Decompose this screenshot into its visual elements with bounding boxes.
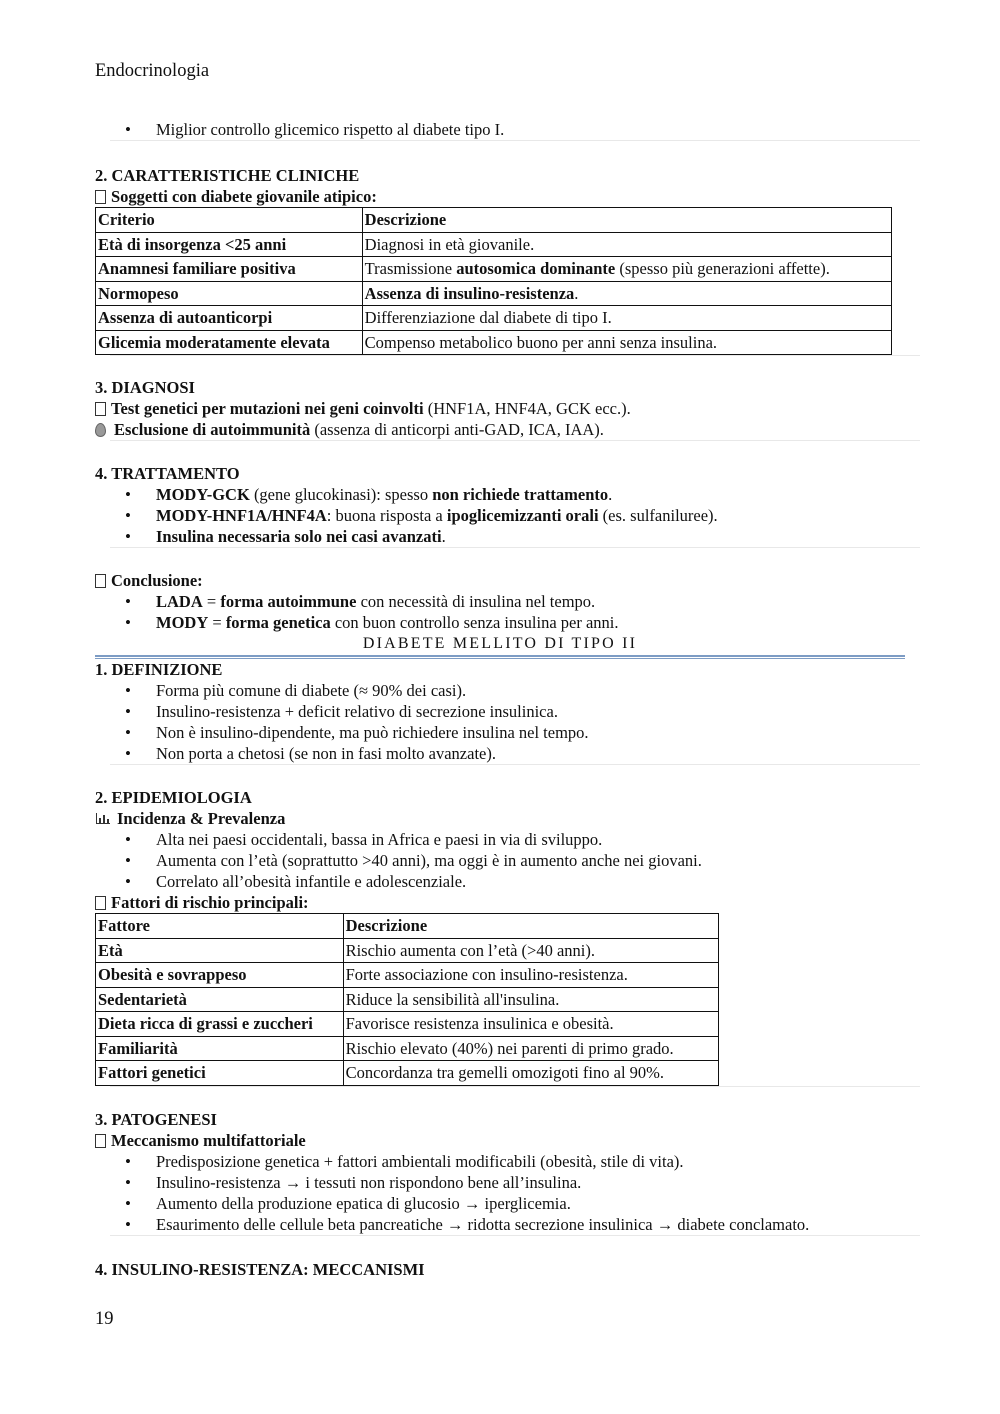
- list-item: • Non porta a chetosi (se non in fasi molto avanzate).: [95, 743, 925, 764]
- definition-list: [95, 680, 925, 764]
- description-cell: Concordanza tra gemelli omozigoti fino al 90%.: [343, 1061, 718, 1086]
- list-item: • Esaurimento delle cellule beta pancreatiche → ridotta secrezione insulinica → diabete conclamato.: [95, 1214, 925, 1235]
- running-header: Endocrinologia: [95, 61, 210, 81]
- description-cell: Riduce la sensibilità all'insulina.: [343, 987, 718, 1012]
- text-run: .: [608, 485, 613, 504]
- section-heading: 1. DEFINIZIONE: [95, 660, 223, 679]
- risk-factors-table: [95, 913, 719, 1086]
- list-item: • Correlato all’obesità infantile e adolescenziale.: [95, 871, 925, 892]
- bold-text: MODY-GCK: [156, 485, 250, 504]
- criterion-cell: Età di insorgenza <25 anni: [96, 232, 363, 257]
- text-run: : buona risposta a: [326, 506, 447, 525]
- table-row: [96, 1036, 719, 1061]
- pathogenesis-list: [95, 1151, 925, 1235]
- criterion-cell: Anamnesi familiare positiva: [96, 257, 363, 282]
- list-item: [95, 612, 925, 633]
- text-run: con necessità di insulina nel tempo.: [356, 592, 596, 611]
- conclusion-title: Conclusione:: [111, 571, 203, 590]
- list-item: • Aumento della produzione epatica di glucosio → iperglicemia.: [95, 1193, 925, 1214]
- table-row: [96, 232, 892, 257]
- table-row: [96, 987, 719, 1012]
- table-row: [96, 257, 892, 282]
- subheading-text: Incidenza & Prevalenza: [117, 809, 286, 828]
- table-row: [96, 1012, 719, 1037]
- text-run: (es. sulfaniluree).: [598, 506, 718, 525]
- factor-cell: Età: [96, 938, 344, 963]
- table-row: [96, 306, 892, 331]
- bold-text: Assenza di insulino-resistenza: [364, 283, 575, 303]
- column-header: Descrizione: [362, 208, 891, 233]
- bold-text: LADA: [156, 592, 203, 611]
- bold-text: non richiede trattamento: [432, 485, 609, 504]
- factor-cell: Sedentarietà: [96, 987, 344, 1012]
- bold-text: forma genetica: [225, 613, 331, 632]
- table-header-row: [96, 914, 719, 939]
- table-header-row: [96, 208, 892, 233]
- factor-cell: Dieta ricca di grassi e zuccheri: [96, 1012, 344, 1037]
- column-header: Criterio: [96, 208, 363, 233]
- diagnosis-text: (HNF1A, HNF4A, GCK ecc.).: [423, 399, 631, 418]
- text-run: Diagnosi in età giovanile.: [364, 234, 535, 254]
- section-heading: 2. CARATTERISTICHE CLINICHE: [95, 166, 360, 185]
- bold-text: forma autoimmune: [220, 592, 357, 611]
- subheading-text: Soggetti con diabete giovanile atipico:: [111, 187, 377, 206]
- list-item: • Aumenta con l’età (soprattutto >40 anni), ma oggi è in aumento anche nei giovani.: [95, 850, 925, 871]
- treatment-list: [95, 484, 925, 547]
- list-item: • Predisposizione genetica + fattori ambientali modificabili (obesità, stile di vita).: [95, 1151, 925, 1172]
- section-subheading: [95, 186, 925, 207]
- epidemiology-list: [95, 829, 925, 892]
- bold-text: MODY: [156, 613, 209, 632]
- missing-glyph-icon: [95, 190, 106, 204]
- list-item: • Forma più comune di diabete (≈ 90% dei casi).: [95, 680, 925, 701]
- text-run: (spesso più generazioni affette).: [615, 259, 830, 279]
- missing-glyph-icon: [95, 1134, 106, 1148]
- conclusion-list: [95, 591, 925, 633]
- page-content: [95, 119, 925, 1280]
- text-run: .: [441, 527, 446, 546]
- text-run: Trasmissione: [364, 259, 457, 279]
- list-item: [95, 505, 925, 526]
- list-item: • Alta nei paesi occidentali, bassa in Africa e paesi in via di sviluppo.: [95, 829, 925, 850]
- column-header: Fattore: [96, 914, 344, 939]
- conclusion-heading: [95, 570, 925, 591]
- text-run: .: [574, 283, 579, 303]
- text-run: con buon controllo senza insulina per anni.: [330, 613, 619, 632]
- risk-title: Fattori di rischio principali:: [111, 893, 309, 912]
- section-heading: 4. INSULINO-RESISTENZA: MECCANISMI: [95, 1259, 425, 1279]
- criterion-cell: Glicemia moderatamente elevata: [96, 330, 363, 355]
- intro-list: [95, 119, 925, 140]
- factor-cell: Familiarità: [96, 1036, 344, 1061]
- description-cell: Favorisce resistenza insulinica e obesità.: [343, 1012, 718, 1037]
- table-row: [96, 963, 719, 988]
- missing-glyph-icon: [95, 574, 106, 588]
- description-cell: Forte associazione con insulino-resistenza.: [343, 963, 718, 988]
- description-cell: [362, 306, 891, 331]
- missing-glyph-icon: [95, 896, 106, 910]
- subheading-text: Meccanismo multifattoriale: [111, 1130, 306, 1150]
- drop-icon: [95, 423, 106, 437]
- bold-text: autosomica dominante: [456, 259, 616, 279]
- bold-text: ipoglicemizzanti orali: [446, 506, 599, 525]
- table-row: [96, 938, 719, 963]
- section-heading: 4. TRATTAMENTO: [95, 464, 240, 483]
- column-header: Descrizione: [343, 914, 718, 939]
- clinical-features-table: [95, 207, 892, 355]
- chapter-title: DIABETE MELLITO DI TIPO II: [362, 635, 638, 652]
- list-item: [95, 526, 925, 547]
- missing-glyph-icon: [95, 402, 106, 416]
- description-cell: [362, 330, 891, 355]
- section-heading: 2. EPIDEMIOLOGIA: [95, 788, 252, 807]
- list-item: [95, 484, 925, 505]
- diagnosis-bold-text: Esclusione di autoimmunità: [114, 420, 311, 439]
- section-subheading: [95, 808, 925, 829]
- diagnosis-text: (assenza di anticorpi anti-GAD, ICA, IAA).: [310, 420, 604, 439]
- factor-cell: Obesità e sovrappeso: [96, 963, 344, 988]
- description-cell: [362, 281, 891, 306]
- table-body: [96, 938, 719, 1085]
- table-row: [96, 330, 892, 355]
- diagnosis-bold-text: Test genetici per mutazioni nei geni coinvolti: [111, 399, 424, 418]
- table-row: [96, 1061, 719, 1086]
- list-item: • Non è insulino-dipendente, ma può richiedere insulina nel tempo.: [95, 722, 925, 743]
- list-item: [95, 591, 925, 612]
- diagnosis-line: [95, 398, 925, 419]
- text-run: (gene glucokinasi): spesso: [249, 485, 433, 504]
- description-cell: Rischio aumenta con l’età (>40 anni).: [343, 938, 718, 963]
- text-run: Compenso metabolico buono per anni senza insulina.: [364, 332, 718, 352]
- list-item: • Insulino-resistenza + deficit relativo di secrezione insulinica.: [95, 701, 925, 722]
- bold-text: Insulina necessaria solo nei casi avanzati: [156, 527, 442, 546]
- list-item: • Insulino-resistenza → i tessuti non rispondono bene all’insulina.: [95, 1172, 925, 1193]
- list-item: • Miglior controllo glicemico rispetto al diabete tipo I.: [95, 119, 925, 140]
- factor-cell: Fattori genetici: [96, 1061, 344, 1086]
- section-subheading: [95, 1130, 925, 1151]
- text-run: Differenziazione dal diabete di tipo I.: [364, 308, 612, 328]
- table-row: [96, 281, 892, 306]
- description-cell: [362, 257, 891, 282]
- text-run: =: [202, 592, 221, 611]
- criterion-cell: Normopeso: [96, 281, 363, 306]
- table-body: [96, 232, 892, 355]
- page-number: 19: [95, 1309, 114, 1329]
- bold-text: MODY-HNF1A/HNF4A: [156, 506, 327, 525]
- risk-heading: [95, 892, 925, 913]
- description-cell: Rischio elevato (40%) nei parenti di primo grado.: [343, 1036, 718, 1061]
- section-heading: 3. PATOGENESI: [95, 1109, 217, 1129]
- section-heading: 3. DIAGNOSI: [95, 378, 195, 397]
- diagnosis-line: [95, 419, 925, 440]
- bar-chart-icon: [95, 812, 111, 825]
- text-run: =: [208, 613, 226, 632]
- description-cell: [362, 232, 891, 257]
- criterion-cell: Assenza di autoanticorpi: [96, 306, 363, 331]
